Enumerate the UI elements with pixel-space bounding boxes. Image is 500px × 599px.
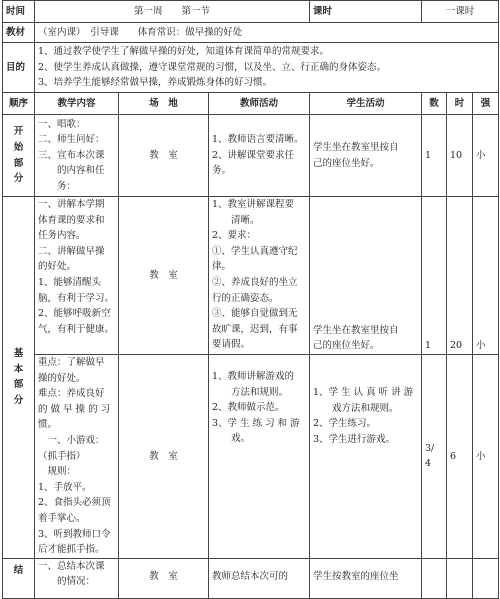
section-label-text: 基本部分 bbox=[13, 348, 24, 406]
goal-line: 1、通过教学使学生了解做早操的好处，知道体育课简单的常规要求。 bbox=[38, 46, 330, 58]
row-student: 1、学 生 认 真 听 讲 游 戏方法和规则。 2、学生练习。 3、学生进行游戏。 bbox=[310, 355, 422, 559]
row-time: 10 bbox=[447, 115, 473, 197]
time-label: 时间 bbox=[3, 1, 35, 23]
col-student: 学生活动 bbox=[310, 93, 422, 115]
section-label-text: 结 bbox=[13, 564, 24, 576]
row-place: 教 室 bbox=[119, 115, 209, 197]
material-value: （室内课） 引导课 体育常识：做早操的好处 bbox=[35, 23, 499, 43]
row-student: 学生按教室的座位坐 bbox=[310, 558, 422, 598]
row-content: 一、总结本次课 的情况： bbox=[35, 558, 119, 598]
section-label-start bbox=[3, 115, 35, 197]
row-teacher: 1、教师语言要清晰。 2、讲解课堂要求任 务。 bbox=[209, 115, 310, 197]
week-value: 第一周 第一节 bbox=[35, 1, 310, 23]
row-place: 教 室 bbox=[119, 558, 209, 598]
goal-line: 3、培养学生能够经常做早操，养成锻炼身体的好习惯。 bbox=[38, 77, 273, 89]
goal-line: 2、使学生养成认真做操，遵守课堂常规的习惯，以及坐、立、行正确的身体姿态。 bbox=[38, 61, 387, 73]
row-teacher: 1、教师讲解游戏的 方法和规则。 2、教师做示范。 3、学 生 练 习 和 游 戏。 bbox=[209, 355, 310, 559]
lesson-plan-table bbox=[2, 0, 499, 599]
row-time bbox=[447, 558, 473, 598]
row-place: 教 室 bbox=[119, 355, 209, 559]
row-count bbox=[422, 558, 447, 598]
col-place: 场 地 bbox=[119, 93, 209, 115]
row-count: 1 bbox=[422, 197, 447, 355]
row-intensity: 小 bbox=[473, 355, 499, 559]
material-row bbox=[3, 23, 499, 43]
period-value: 一课时 bbox=[422, 1, 499, 23]
row-student: 学生坐在教室里按自 己的座位坐好。 bbox=[310, 115, 422, 197]
row-count: 3/ 4 bbox=[422, 355, 447, 559]
goals-row bbox=[3, 43, 499, 93]
column-header-row bbox=[3, 93, 499, 115]
row-teacher: 教师总结本次可的 bbox=[209, 558, 310, 598]
row-time: 20 bbox=[447, 197, 473, 355]
row-student: 学生坐在教室里按自 己的座位坐好。 bbox=[310, 197, 422, 355]
row-teacher: 1、教室讲解课程要 清晰。 2、要求： ①、学生认真遵守纪 律。 ②、养成良好的坐立 行的正确姿态。 ③、能够自觉做到无 故旷课，迟到，有事 要请假。 bbox=[209, 197, 310, 355]
row-place: 教 室 bbox=[119, 197, 209, 355]
col-time: 时 bbox=[447, 93, 473, 115]
section-label-basic bbox=[3, 197, 35, 559]
col-order: 顺序 bbox=[3, 93, 35, 115]
table-row bbox=[3, 115, 499, 197]
table-row bbox=[3, 197, 499, 355]
section-label-end bbox=[3, 558, 35, 598]
section-label-text: 开始部分 bbox=[13, 126, 24, 185]
table-row bbox=[3, 355, 499, 559]
col-teacher: 教师活动 bbox=[209, 93, 310, 115]
row-intensity bbox=[473, 558, 499, 598]
row-intensity: 小 bbox=[473, 115, 499, 197]
table-row bbox=[3, 558, 499, 598]
goals-content bbox=[35, 43, 499, 93]
col-intensity: 强 bbox=[473, 93, 499, 115]
goals-label: 目的 bbox=[3, 43, 35, 93]
header-row bbox=[3, 1, 499, 23]
col-content: 教学内容 bbox=[35, 93, 119, 115]
row-content: 重点：了解做早 操的好处。 难点：养成良好 的 做 早 操 的 习 惯。 一、小游戏： （抓手指） 规则： 1、手放平。 2、食指头必须顶 着手掌心。 3、听到教师口令 后才能抓手指。 bbox=[35, 355, 119, 559]
row-content: 一、唱歌： 二、师生问好： 三、宣布本次课 的内容和任 务： bbox=[35, 115, 119, 197]
material-label: 教材 bbox=[3, 23, 35, 43]
row-intensity: 小 bbox=[473, 197, 499, 355]
row-count: 1 bbox=[422, 115, 447, 197]
row-time: 6 bbox=[447, 355, 473, 559]
period-label: 课时 bbox=[310, 1, 422, 23]
col-count: 数 bbox=[422, 93, 447, 115]
row-content: 一、讲解本学期 体育课的要求和 任务内容。 二、讲解做早操 的好处。 1、能够清醒头 脑，有利于学习。 2、能够呼吸新空 气，有利于健康。 bbox=[35, 197, 119, 355]
